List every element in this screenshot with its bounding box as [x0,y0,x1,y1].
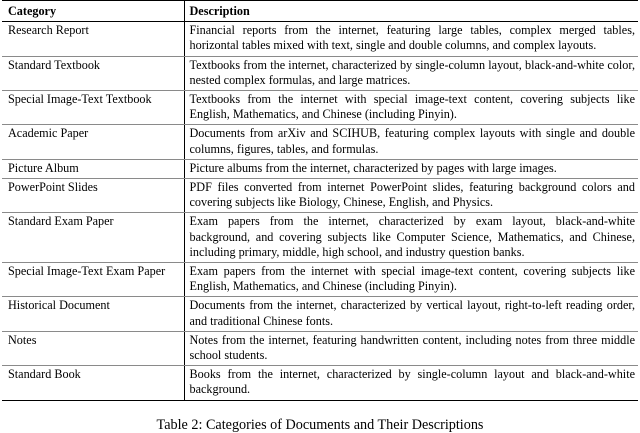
table-header-row [2,1,638,22]
description-cell: Documents from arXiv and SCIHUB, featuring complex layouts with single and double columns, figures, tables, and formulas. [184,125,638,159]
description-cell: PDF files converted from internet PowerPoint slides, featuring background colors and covering subjects like Biology, Chinese, English, and Physics. [184,179,638,213]
description-cell: Financial reports from the internet, featuring large tables, complex merged tables, horizontal tables mixed with text, single and double columns, and complex layouts. [184,22,638,56]
category-cell: PowerPoint Slides [2,179,184,213]
document-categories-table [2,0,638,401]
description-cell: Notes from the internet, featuring handwritten content, including notes from three middle school students. [184,331,638,365]
table-row [2,366,638,400]
description-cell: Picture albums from the internet, characterized by pages with large images. [184,159,638,178]
category-cell: Research Report [2,22,184,56]
description-cell: Textbooks from the internet, characterized by single-column layout, black-and-white color, nested complex formulas, and large matrices. [184,56,638,90]
table-row [2,179,638,213]
table-row [2,159,638,178]
table-row [2,213,638,263]
document-categories-table-container [2,0,638,401]
description-cell: Documents from the internet, characterized by vertical layout, right-to-left reading order, and traditional Chinese fonts. [184,297,638,331]
description-column-header: Description [184,1,638,22]
description-cell: Exam papers from the internet, characterized by exam layout, black-and-white background, and covering subjects like Computer Science, Mathematics, and Chinese, including primary, middle, high school, and industry question banks. [184,213,638,263]
table-row [2,331,638,365]
category-cell: Standard Textbook [2,56,184,90]
table-row [2,125,638,159]
category-cell: Standard Book [2,366,184,400]
category-cell: Special Image-Text Textbook [2,91,184,125]
table-row [2,91,638,125]
table-row [2,297,638,331]
category-cell: Picture Album [2,159,184,178]
category-cell: Academic Paper [2,125,184,159]
table-caption: Table 2: Categories of Documents and Their Descriptions [156,417,484,433]
category-cell: Historical Document [2,297,184,331]
category-cell: Notes [2,331,184,365]
table-row [2,22,638,56]
description-cell: Textbooks from the internet with special image-text content, covering subjects like English, Mathematics, and Chinese (including Pinyin). [184,91,638,125]
table-row [2,263,638,297]
table-row [2,56,638,90]
category-column-header: Category [2,1,184,22]
description-cell: Books from the internet, characterized by single-column layout and black-and-white background. [184,366,638,400]
category-cell: Standard Exam Paper [2,213,184,263]
category-cell: Special Image-Text Exam Paper [2,263,184,297]
description-cell: Exam papers from the internet with special image-text content, covering subjects like English, Mathematics, and Chinese (including Pinyin). [184,263,638,297]
